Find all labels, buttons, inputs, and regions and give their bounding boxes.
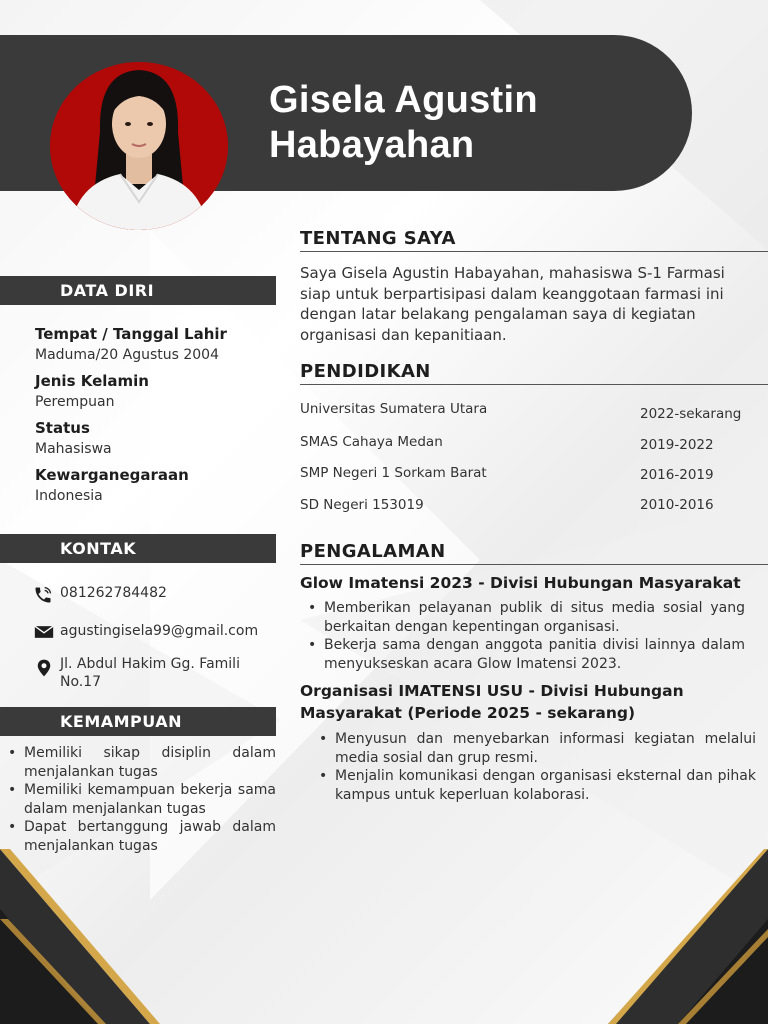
gender-label: Jenis Kelamin <box>35 372 149 390</box>
education-school: SMAS Cahaya Medan <box>300 434 443 450</box>
skill-item: • Memiliki kemampuan bekerja sama dalam menjalankan tugas <box>0 781 276 818</box>
corner-decoration-right <box>568 849 768 1024</box>
section-header-kontak: KONTAK <box>0 534 276 563</box>
section-title-tentang-saya: TENTANG SAYA <box>300 228 768 252</box>
section-title-pengalaman: PENGALAMAN <box>300 541 768 565</box>
email-address: agustingisela99@gmail.com <box>60 623 259 639</box>
experience-bullet: • Menyusun dan menyebarkan informasi kegiatan melalui media sosial dan grup resmi. <box>311 730 756 767</box>
education-years: 2016-2019 <box>640 467 714 483</box>
section-title-pendidikan: PENDIDIKAN <box>300 361 768 385</box>
mail-icon <box>33 622 55 642</box>
nationality-value: Indonesia <box>35 488 103 504</box>
candidate-name: Gisela Agustin Habayahan <box>269 79 538 166</box>
status-value: Mahasiswa <box>35 441 112 457</box>
experience-bullets <box>300 599 745 673</box>
experience-title: Organisasi IMATENSI USU - Divisi Hubungan Masyarakat (Periode 2025 - sekarang) <box>300 682 684 722</box>
education-school: SMP Negeri 1 Sorkam Barat <box>300 465 487 481</box>
education-years: 2022-sekarang <box>640 406 742 422</box>
birth-label: Tempat / Tanggal Lahir <box>35 325 227 343</box>
education-years: 2019-2022 <box>640 437 714 453</box>
birth-value: Maduma/20 Agustus 2004 <box>35 347 219 363</box>
experience-bullet: • Menjalin komunikasi dengan organisasi eksternal dan pihak kampus untuk keperluan kolaborasi. <box>311 767 756 804</box>
location-pin-icon <box>34 658 54 678</box>
experience-bullet: • Memberikan pelayanan publik di situs media sosial yang berkaitan dengan kepentingan organisasi. <box>300 599 745 636</box>
section-header-kemampuan: KEMAMPUAN <box>0 707 276 736</box>
profile-photo <box>50 62 228 230</box>
experience-bullet: • Bekerja sama dengan anggota panitia divisi lainnya dalam menyukseskan acara Glow Imatensi 2023. <box>300 636 745 673</box>
section-header-data-diri: DATA DIRI <box>0 276 276 305</box>
skill-item: • Dapat bertanggung jawab dalam menjalankan tugas <box>0 818 276 855</box>
gender-value: Perempuan <box>35 394 115 410</box>
phone-icon <box>33 585 53 605</box>
phone-number: 081262784482 <box>60 585 167 601</box>
experience-title: Glow Imatensi 2023 - Divisi Hubungan Masyarakat <box>300 574 741 592</box>
education-school: Universitas Sumatera Utara <box>300 401 488 417</box>
education-years: 2010-2016 <box>640 497 714 513</box>
nationality-label: Kewarganegaraan <box>35 466 189 484</box>
education-school: SD Negeri 153019 <box>300 497 424 513</box>
status-label: Status <box>35 419 90 437</box>
corner-decoration-left <box>0 849 160 1024</box>
skills-list <box>0 744 276 855</box>
experience-bullets <box>311 730 756 804</box>
skill-item: • Memiliki sikap disiplin dalam menjalankan tugas <box>0 744 276 781</box>
address: Jl. Abdul Hakim Gg. Famili No.17 <box>60 656 240 690</box>
about-text: Saya Gisela Agustin Habayahan, mahasiswa S-1 Farmasi siap untuk berpartisipasi dalam keanggotaan farmasi ini dengan latar belakang pengalaman saya di kegiatan organisasi dan kepanitiaan. <box>300 264 725 344</box>
